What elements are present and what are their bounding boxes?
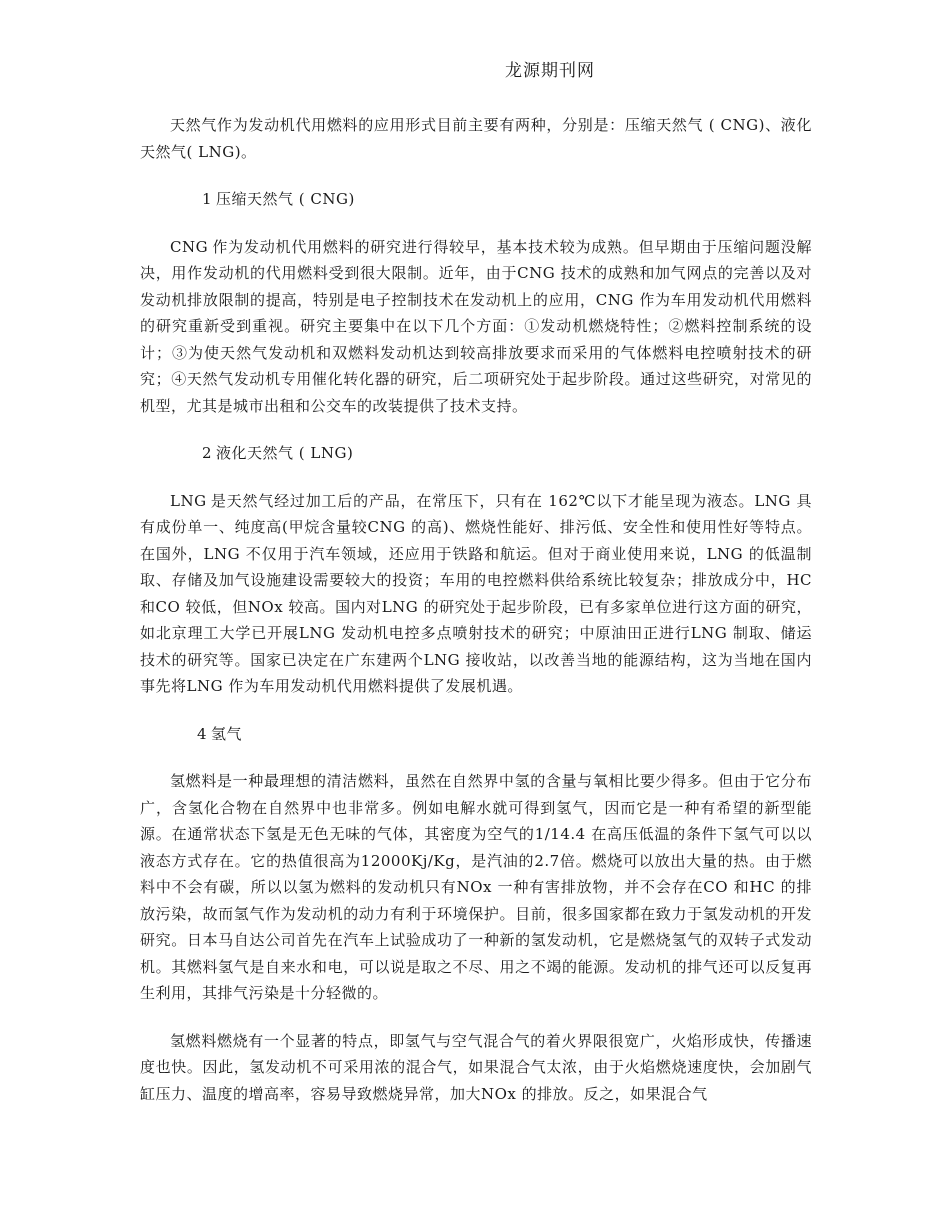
section-number: 4 [197, 724, 208, 743]
section-heading-lng [140, 440, 812, 467]
paragraph-text: 作为发动机代用燃料的研究进行得较早，基本技术较为成熟。但早期由于压缩问题没解决，用作发动机的代用燃料受到很大限制。近年，由于CNG 技术的成熟和加气网点的完善以及对发动机排放限制的提高，特别是电子控制技术在发动机上的应用，CNG 作为车用发动机代用燃料的研究重新受到重视。研究主要集中在以下几个方面：①发动机燃烧特性；②燃料控制系统的设计；③为使天然气发动机和双燃料发动机达到较高排放要求而采用的气体燃料电控喷射技术的研究；④天然气发动机专用催化转化器的研究，后二项研究处于起步阶段。通过这些研究，对常见的机型，尤其是城市出租和公交车的改装提供了技术支持。 [140, 237, 812, 415]
section-title: 氢气 [211, 724, 243, 743]
section-heading-cng [140, 186, 812, 213]
section-title: 压缩天然气 ( CNG) [216, 190, 355, 208]
paragraph-lead: CNG [170, 237, 209, 256]
section-number: 2 [202, 444, 213, 462]
paragraph-text: 是天然气经过加工后的产品，在常压下，只有在 162℃以下才能呈现为液态。LNG 具有成份单一、纯度高(甲烷含量较CNG 的高)、燃烧性能好、排污低、安全性和使用性好等特点。在国外，LNG 不仅用于汽车领域，还应用于铁路和航运。但对于商业使用来说，LNG 的低温制取、存储及加气设施建设需要较大的投资；车用的电控燃料供给系统比较复杂；排放成分中，HC 和CO 较低，但NOx 较高。国内对LNG 的研究处于起步阶段，已有多家单位进行这方面的研究，如北京理工大学已开展LNG 发动机电控多点喷射技术的研究；中原油田正进行LNG 制取、储运技术的研究等。国家已决定在广东建两个LNG 接收站，以改善当地的能源结构，这为当地在国内事先将LNG 作为车用发动机代用燃料提供了发展机遇。 [140, 491, 812, 695]
cng-paragraph [140, 234, 812, 420]
hydrogen-paragraph-2: 氢燃料燃烧有一个显著的特点，即氢气与空气混合气的着火界限很宽广，火焰形成快，传播速度也快。因此，氢发动机不可采用浓的混合气，如果混合气太浓，由于火焰燃烧速度快，会加剧气缸压力、温度的增高率，容易导致燃烧异常，加大NOx 的排放。反之，如果混合气 [140, 1031, 812, 1103]
section-number: 1 [202, 190, 213, 208]
hydrogen-paragraph-1: 氢燃料是一种最理想的清洁燃料，虽然在自然界中氢的含量与氧相比要少得多。但由于它分布广，含氢化合物在自然界中也非常多。例如电解水就可得到氢气，因而它是一种有希望的新型能源。在通常状态下氢是无色无味的气体，其密度为空气的1/14.4 在高压低温的条件下氢气可以以液态方式存在。它的热值很高为12000Kj/Kg，是汽油的2.7倍。燃烧可以放出大量的热。由于燃料中不会有碳，所以以氢为燃料的发动机只有NOx 一种有害排放物，并不会存在CO 和HC 的排放污染，故而氢气作为发动机的动力有利于环境保护。目前，很多国家都在致力于氢发动机的开发研究。日本马自达公司首先在汽车上试验成功了一种新的氢发动机，它是燃烧氢气的双转子式发动机。其燃料氢气是自来水和电，可以说是取之不尽、用之不竭的能源。发动机的排气还可以反复再生利用，其排气污染是十分轻微的。 [140, 772, 812, 1002]
section-heading-hydrogen [140, 721, 812, 748]
site-header: 龙源期刊网 [505, 61, 595, 81]
paragraph-lead: LNG [170, 491, 207, 510]
intro-paragraph: 天然气作为发动机代用燃料的应用形式目前主要有两种，分别是：压缩天然气 ( CNG)、液化天然气( LNG)。 [140, 116, 812, 161]
section-title: 液化天然气 ( LNG) [216, 444, 354, 462]
lng-paragraph [140, 488, 812, 700]
article-body [140, 112, 812, 1128]
